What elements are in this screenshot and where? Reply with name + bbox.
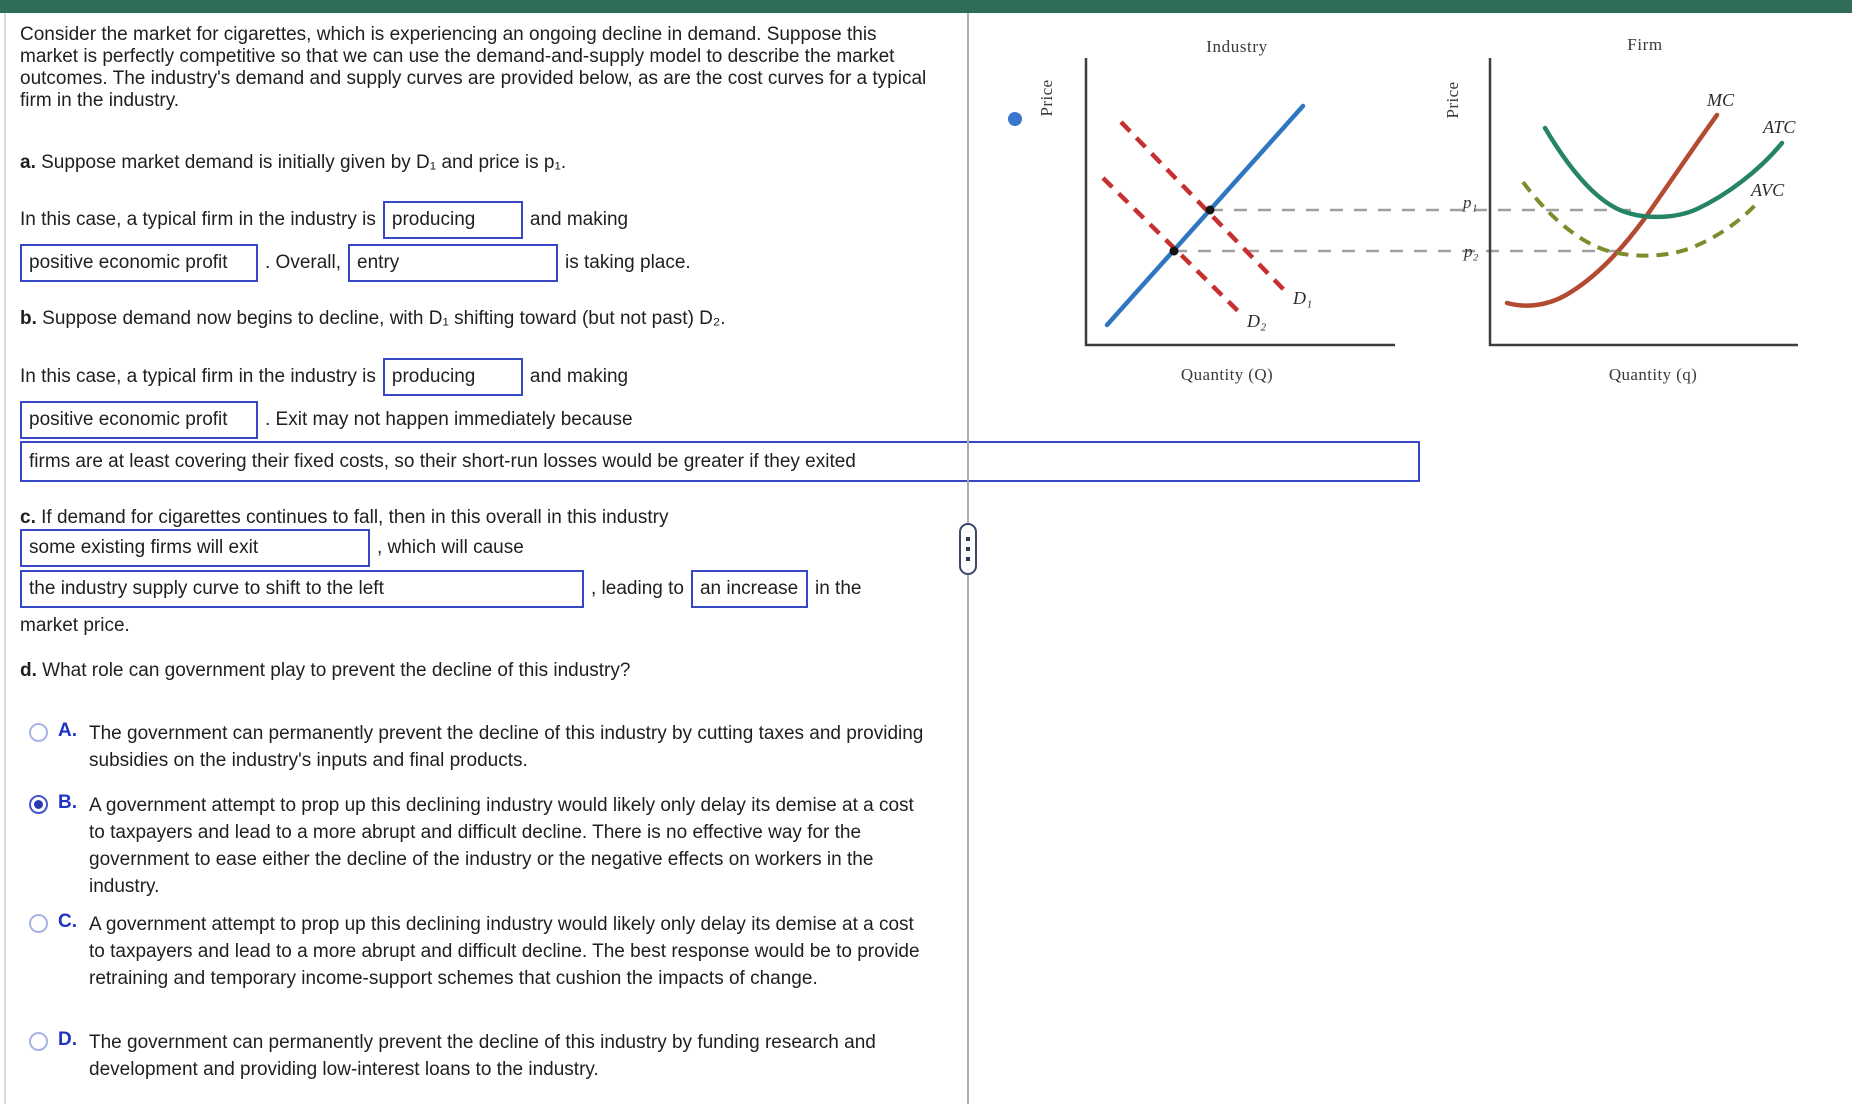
p1-label: p₁ [1463,193,1478,212]
d2-label: D₂ [1247,311,1267,331]
answer-row-c1 [20,528,524,568]
question-marker-dot [1008,112,1022,126]
row-c1-post: , which will cause [377,537,524,558]
panel-divider-handle[interactable] [959,523,977,575]
p2-label: p₂ [1464,242,1479,261]
radio-option-c[interactable] [29,914,48,933]
answer-box-b-profit[interactable]: positive economic profit [20,401,258,439]
answer-box-a-profit[interactable]: positive economic profit [20,244,258,282]
market-price-text: market price. [20,615,130,636]
row-a2-post: is taking place. [565,252,691,273]
radio-option-b[interactable] [29,795,48,814]
atc-label: ATC [1763,117,1796,137]
row-a1-pre: In this case, a typical firm in the industry is [20,209,376,230]
answer-box-b-producing[interactable]: producing [383,358,523,396]
top-bar [0,0,1852,13]
radio-option-d[interactable] [29,1032,48,1051]
industry-xlabel: Quantity (Q) [1180,365,1274,384]
atc-curve [1545,128,1782,217]
answer-row-c2 [20,569,861,609]
d1-label: D₁ [1293,288,1313,308]
answer-box-c-exit[interactable]: some existing firms will exit [20,529,370,567]
row-b1-pre: In this case, a typical firm in the industry is [20,366,376,387]
option-row-d[interactable] [29,1029,934,1083]
demand-curve-d1 [1121,122,1287,293]
answer-row-b1 [20,357,628,397]
option-c-letter: C. [58,911,77,932]
grip-dots-vertical-icon [966,537,970,541]
row-b2-post: . Exit may not happen immediately because [265,409,633,430]
option-a-letter: A. [58,720,77,741]
industry-title: Industry [1206,37,1268,56]
answer-box-a-entry[interactable]: entry [348,244,558,282]
mc-label: MC [1707,90,1734,110]
option-b-letter: B. [58,792,77,813]
answer-row-a1 [20,200,628,240]
option-d-letter: D. [58,1029,77,1050]
answer-row-a2 [20,243,691,283]
part-b-label: b. Suppose demand now begins to decline, with D₁ shifting toward (but not past) D₂. [20,308,726,329]
radio-option-a[interactable] [29,723,48,742]
answer-row-b3 [20,441,937,482]
question-panel-border [4,13,6,1104]
part-a-label: a. Suppose market demand is initially given by D₁ and price is p₁. [20,152,567,173]
avc-label: AVC [1751,180,1785,200]
row-c2-mid: , leading to [591,578,684,599]
row-a2-mid: . Overall, [265,252,342,273]
part-c-label: c. If demand for cigarettes continues to fall, then in this overall in this industry [20,507,669,528]
answer-box-b-reason[interactable]: firms are at least covering their fixed costs, so their short-run losses would be greater if they exited [20,441,1420,482]
firm-title: Firm [1627,35,1663,54]
option-row-c[interactable] [29,911,934,992]
question-intro: Consider the market for cigarettes, which is experiencing an ongoing decline in demand. Suppose this market is perfectly competitive so that we can use the demand-and-supply model to describe the market outcomes. The industry's demand and supply curves are provided below, as are the cost curves for a typical firm in the industry. [20,24,927,111]
answer-box-c-supply-shift[interactable]: the industry supply curve to shift to the left [20,570,584,608]
economics-diagrams [1037,28,1810,393]
option-row-a[interactable] [29,720,934,774]
option-a-text: The government can permanently prevent the decline of this industry by cutting taxes and providing subsidies on the industry's inputs and final products. [89,723,924,771]
equilibrium-point-2 [1170,247,1179,256]
equilibrium-point-1 [1206,206,1215,215]
firm-ylabel: Price [1443,81,1462,119]
industry-axes [1086,58,1395,345]
mc-curve [1507,115,1717,306]
firm-xlabel: Quantity (q) [1608,365,1698,384]
option-b-text: A government attempt to prop up this declining industry would likely only delay its demise at a cost to taxpayers and lead to a more abrupt and difficult decline. There is no effective way for the government to ease either the decline of the industry or the negative effects on workers in the industry. [89,795,914,897]
answer-box-a-producing[interactable]: producing [383,201,523,239]
row-a1-post: and making [529,209,629,230]
option-c-text: A government attempt to prop up this declining industry would likely only delay its demise at a cost to taxpayers and lead to a more abrupt and difficult decline. The best response would be to provide retraining and temporary income-support schemes that cushion the impacts of change. [89,914,920,989]
industry-ylabel: Price [1037,79,1056,117]
answer-row-b2 [20,400,633,440]
row-c2-post: in the [814,578,862,599]
option-d-text: The government can permanently prevent the decline of this industry by funding research and development and providing low-interest loans to the industry. [89,1032,876,1080]
part-d-label: d. What role can government play to prevent the decline of this industry? [20,660,631,681]
answer-box-c-increase[interactable]: an increase [691,570,808,608]
option-row-b[interactable] [29,792,934,900]
row-b1-post: and making [529,366,629,387]
